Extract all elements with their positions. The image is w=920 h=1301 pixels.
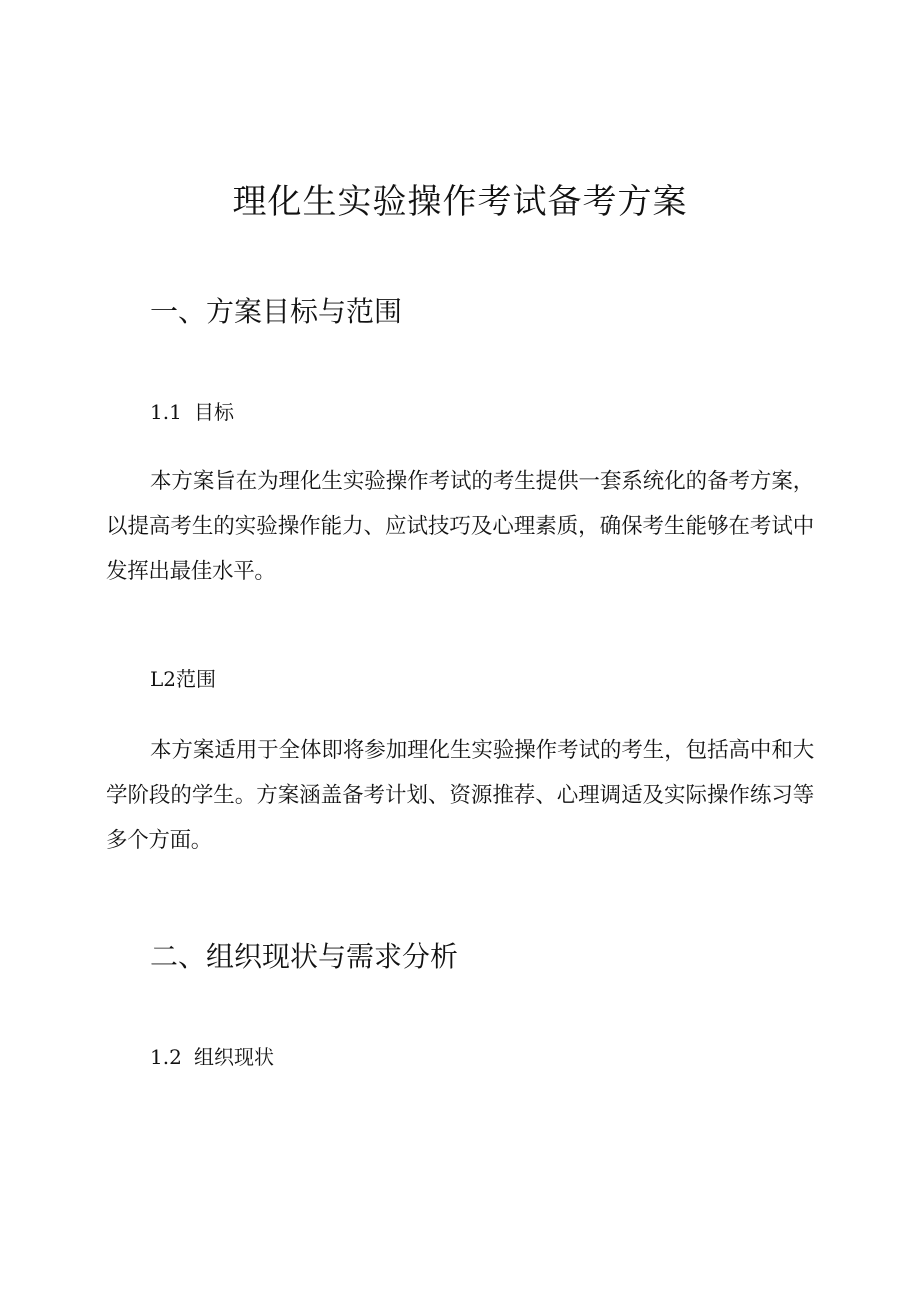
subsection-number: 1.1 xyxy=(150,400,182,424)
paragraph-scope: 本方案适用于全体即将参加理化生实验操作考试的考生，包括高中和大学阶段的学生。方案涵盖备考计划、资源推荐、心理调适及实际操作练习等多个方面。 xyxy=(106,738,814,853)
document-title: 理化生实验操作考试备考方案 xyxy=(232,182,688,222)
subsection-heading-1-2 xyxy=(150,1042,274,1072)
paragraph-goal: 本方案旨在为理化生实验操作考试的考生提供一套系统化的备考方案，以提高考生的实验操作能力、应试技巧及心理素质，确保考生能够在考试中发挥出最佳水平。 xyxy=(106,469,814,584)
subsection-number: 1.2 xyxy=(150,1045,182,1069)
subsection-title: 组织现状 xyxy=(194,1045,274,1069)
section-heading-2: 二、组织现状与需求分析 xyxy=(150,940,459,973)
subsection-heading-scope: L2范围 xyxy=(150,667,217,691)
section-heading-1: 一、方案目标与范围 xyxy=(150,295,403,328)
subsection-title: 目标 xyxy=(194,400,234,424)
subsection-heading-1-1 xyxy=(150,397,234,427)
